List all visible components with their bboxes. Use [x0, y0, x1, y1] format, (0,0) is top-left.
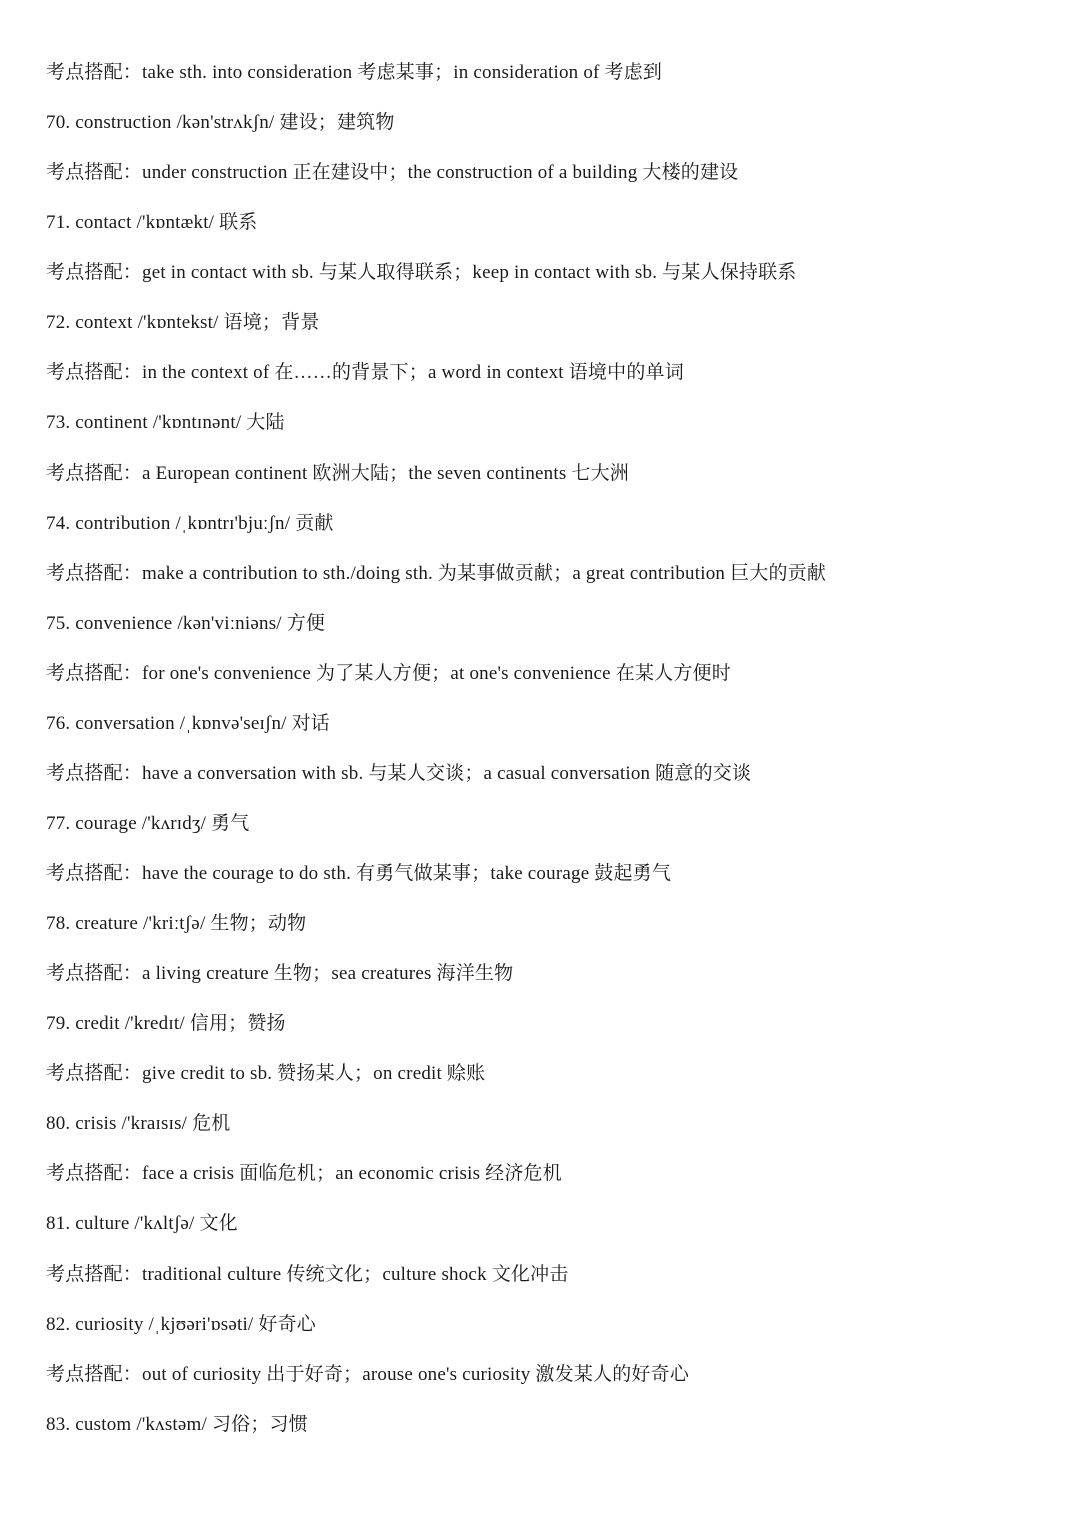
collocation-line: 考点搭配：get in contact with sb. 与某人取得联系；keep in contact with sb. 与某人保持联系 — [46, 262, 797, 284]
collocation-line: 考点搭配：for one's convenience 为了某人方便；at one's convenience 在某人方便时 — [46, 662, 731, 684]
word-entry-line: 78. creature /'kriːtʃə/ 生物；动物 — [46, 913, 307, 935]
word-entry-line: 80. crisis /'kraɪsɪs/ 危机 — [46, 1113, 231, 1135]
word-entry-line: 73. continent /'kɒntɪnənt/ 大陆 — [46, 412, 285, 434]
vocabulary-list — [46, 48, 1056, 1450]
collocation-line: 考点搭配：a living creature 生物；sea creatures 海洋生物 — [46, 963, 514, 985]
word-entry-line: 77. courage /'kʌrɪdʒ/ 勇气 — [46, 812, 250, 834]
collocation-line: 考点搭配：give credit to sb. 赞扬某人；on credit 赊账 — [46, 1063, 486, 1085]
collocation-line: 考点搭配：traditional culture 传统文化；culture shock 文化冲击 — [46, 1263, 569, 1285]
word-entry-line: 82. curiosity /ˌkjʊəri'ɒsəti/ 好奇心 — [46, 1313, 316, 1335]
collocation-line: 考点搭配：face a crisis 面临危机；an economic crisis 经济危机 — [46, 1163, 562, 1185]
word-entry-line: 79. credit /'kredɪt/ 信用；赞扬 — [46, 1013, 286, 1035]
word-entry-line: 76. conversation /ˌkɒnvə'seɪʃn/ 对话 — [46, 712, 330, 734]
word-entry-line: 74. contribution /ˌkɒntrɪ'bjuːʃn/ 贡献 — [46, 512, 334, 534]
word-entry-line: 71. contact /'kɒntækt/ 联系 — [46, 212, 258, 234]
word-entry-line: 70. construction /kən'strʌkʃn/ 建设；建筑物 — [46, 112, 395, 134]
collocation-line: 考点搭配：under construction 正在建设中；the construction of a building 大楼的建设 — [46, 162, 739, 184]
collocation-line: 考点搭配：take sth. into consideration 考虑某事；in consideration of 考虑到 — [46, 62, 663, 83]
word-entry-line: 81. culture /'kʌltʃə/ 文化 — [46, 1213, 238, 1235]
collocation-line: 考点搭配：have the courage to do sth. 有勇气做某事；take courage 鼓起勇气 — [46, 863, 672, 884]
word-entry-line: 83. custom /'kʌstəm/ 习俗；习惯 — [46, 1413, 308, 1435]
collocation-line: 考点搭配：in the context of 在……的背景下；a word in context 语境中的单词 — [46, 362, 684, 384]
collocation-line: 考点搭配：make a contribution to sth./doing sth. 为某事做贡献；a great contribution 巨大的贡献 — [46, 562, 827, 584]
collocation-line: 考点搭配：a European continent 欧洲大陆；the seven continents 七大洲 — [46, 462, 630, 484]
collocation-line: 考点搭配：out of curiosity 出于好奇；arouse one's curiosity 激发某人的好奇心 — [46, 1363, 690, 1385]
word-entry-line: 75. convenience /kən'viːniəns/ 方便 — [46, 612, 326, 634]
word-entry-line: 72. context /'kɒntekst/ 语境；背景 — [46, 312, 320, 334]
collocation-line: 考点搭配：have a conversation with sb. 与某人交谈；a casual conversation 随意的交谈 — [46, 762, 752, 784]
